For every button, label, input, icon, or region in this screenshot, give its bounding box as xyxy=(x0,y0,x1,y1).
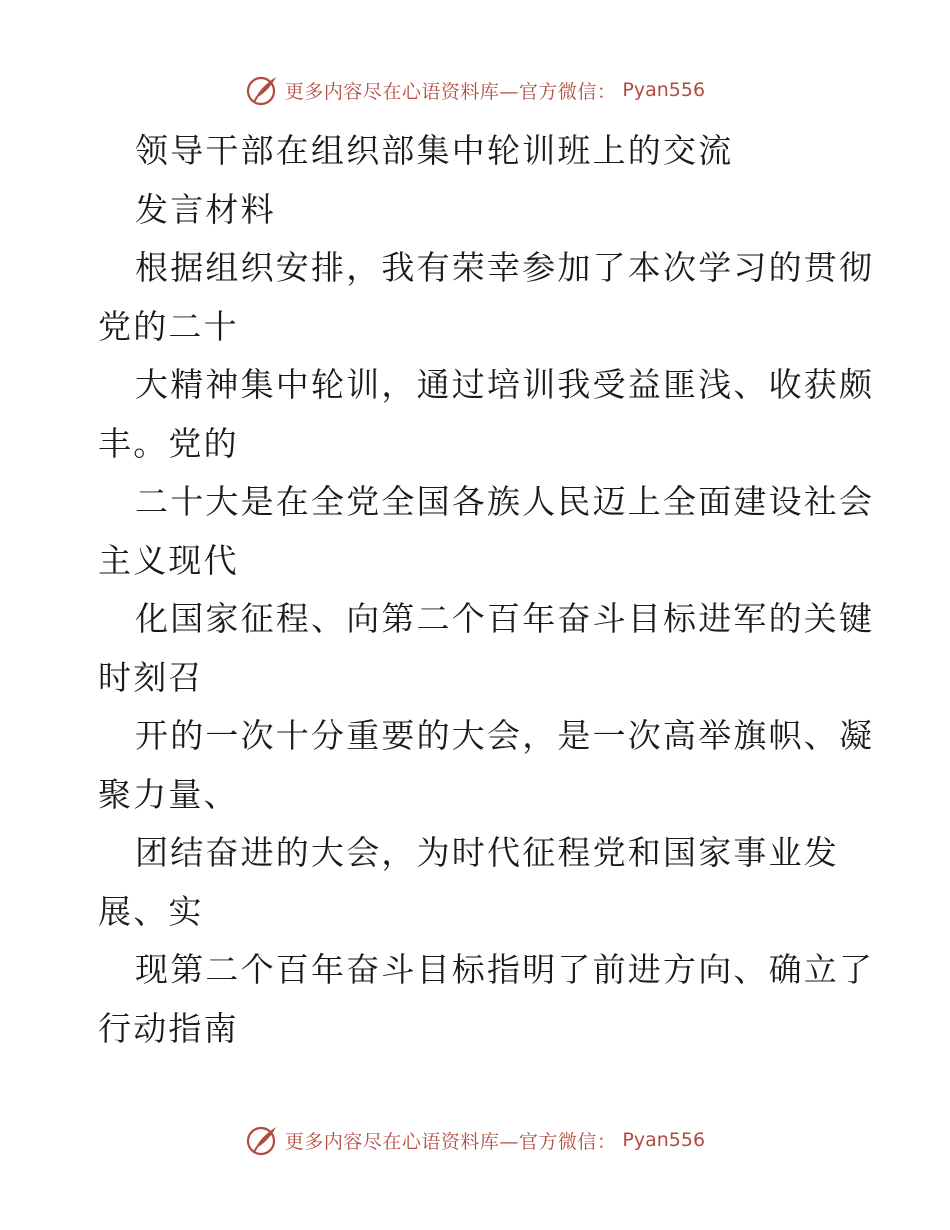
paragraph-line: 展、实 xyxy=(98,891,204,931)
paragraph-line: 团结奋进的大会，为时代征程党和国家事业发 xyxy=(135,833,839,872)
header-banner xyxy=(0,70,950,110)
banner-text: 更多内容尽在心语资料库—官方微信： xyxy=(284,80,617,103)
banner-wechat-id: Pyan556 xyxy=(622,1129,706,1151)
paragraph-line: 根据组织安排，我有荣幸参加了本次学习的贯彻 xyxy=(135,248,875,287)
paragraph-line: 现第二个百年奋斗目标指明了前进方向、确立了 xyxy=(135,950,875,989)
paragraph-line: 化国家征程、向第二个百年奋斗目标进军的关键 xyxy=(135,599,875,638)
paragraph-line: 二十大是在全党全国各族人民迈上全面建设社会 xyxy=(135,482,875,521)
doc-title-line-2: 发言材料 xyxy=(135,189,276,229)
paragraph-line: 党的二十 xyxy=(98,306,239,346)
paragraph-line: 聚力量、 xyxy=(98,774,239,814)
footer-banner xyxy=(0,1120,950,1160)
document-body xyxy=(98,122,888,1058)
quill-pen-icon xyxy=(245,1123,279,1157)
paragraph-line: 行动指南 xyxy=(98,1008,239,1048)
doc-title-line-1: 领导干部在组织部集中轮训班上的交流 xyxy=(135,131,734,170)
paragraph-line: 开的一次十分重要的大会，是一次高举旗帜、凝 xyxy=(135,716,875,755)
paragraph-line: 时刻召 xyxy=(98,657,204,697)
paragraph-line: 大精神集中轮训，通过培训我受益匪浅、收获颇 xyxy=(135,365,875,404)
banner-text: 更多内容尽在心语资料库—官方微信： xyxy=(284,1130,617,1153)
paragraph-line: 主义现代 xyxy=(98,540,239,580)
paragraph-line: 丰。党的 xyxy=(98,423,239,463)
banner-wechat-id: Pyan556 xyxy=(622,79,706,101)
quill-pen-icon xyxy=(245,73,279,107)
